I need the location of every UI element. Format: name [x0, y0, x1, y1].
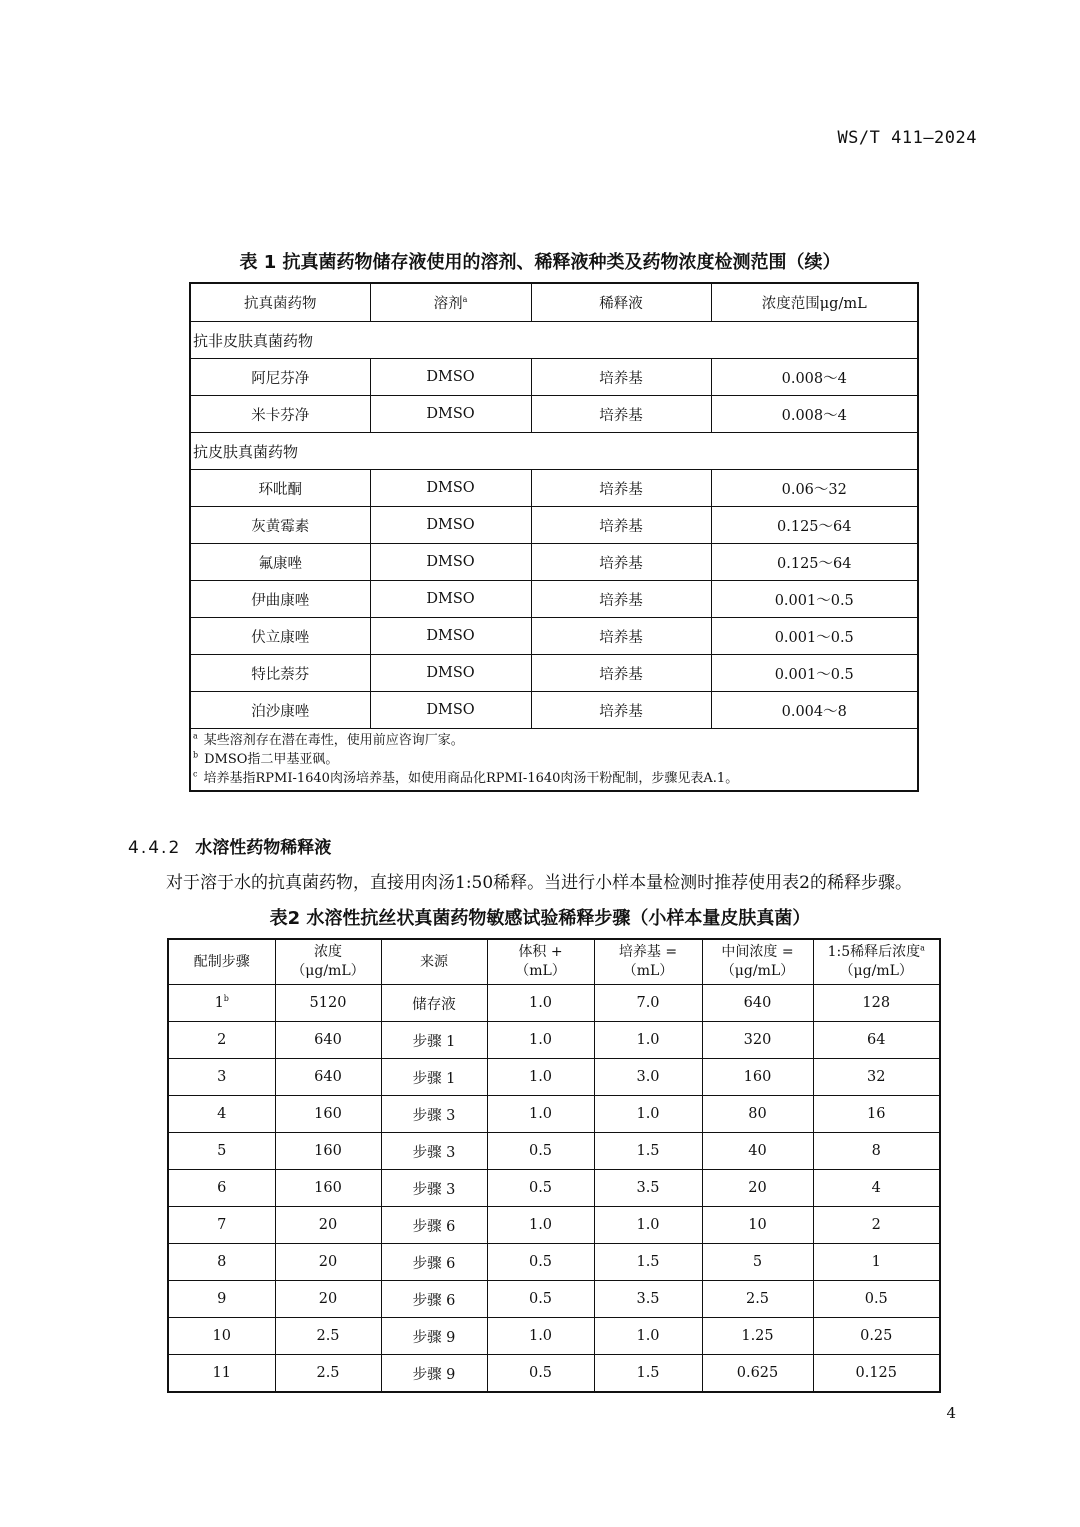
- table2-cell: [702, 1133, 813, 1170]
- table2-cell: [594, 1170, 702, 1207]
- table1-cell: 特比萘芬: [190, 655, 370, 692]
- table2-cell-text: 1.0: [528, 1069, 553, 1085]
- table2-cell-text: 0.5: [864, 1291, 888, 1307]
- table1-cell: 0.125～64: [711, 507, 918, 544]
- header-line2: （mL）: [515, 963, 566, 979]
- table2-cell-text: 1.0: [528, 1106, 553, 1122]
- table2-cell: [168, 1244, 275, 1281]
- table2-cell: [168, 1281, 275, 1318]
- table2-cell-text: 40: [748, 1143, 767, 1159]
- table2-cell: [702, 1170, 813, 1207]
- table2-cell: [487, 1244, 594, 1281]
- table2-cell: [381, 1170, 487, 1207]
- section-paragraph: 对于溶于水的抗真菌药物，直接用肉汤1:50稀释。当进行小样本量检测时推荐使用表2的稀释步骤。: [166, 873, 912, 893]
- table2-cell: [487, 1207, 594, 1244]
- table2-cell: [702, 1244, 813, 1281]
- table1-cell: 0.004～8: [711, 692, 918, 729]
- table2-cell: [813, 1022, 940, 1059]
- table1-row: [190, 692, 918, 729]
- table1-group-label: 抗皮肤真菌药物: [190, 433, 918, 470]
- header-line1: [703, 943, 813, 962]
- table1-cell: DMSO: [370, 396, 531, 433]
- table2-row: [168, 1022, 940, 1059]
- table2-cell-text: 640: [743, 995, 772, 1011]
- table2-cell-text: 320: [743, 1032, 772, 1048]
- table2-cell-text: 步骤 3: [412, 1144, 456, 1161]
- table2-cell: [813, 1355, 940, 1393]
- table1-group-label: 抗非皮肤真菌药物: [190, 322, 918, 359]
- table2-cell: [702, 985, 813, 1022]
- table1-cell: 培养基: [531, 692, 711, 729]
- table2-cell: [813, 1170, 940, 1207]
- table2-header-cell: [702, 939, 813, 985]
- table2-cell-text: 步骤 6: [412, 1218, 456, 1235]
- table1-footnotes: [190, 729, 918, 792]
- table1-cell: 0.001～0.5: [711, 581, 918, 618]
- header-line2: （mL）: [622, 963, 674, 979]
- table2-cell-text: 1.0: [528, 1217, 553, 1233]
- table2-cell-text: 1.0: [636, 1217, 660, 1233]
- header-line2: （μg/mL）: [720, 963, 795, 979]
- table2-cell-text: 9: [217, 1291, 227, 1307]
- table2-cell: [813, 1133, 940, 1170]
- table2-row: [168, 1318, 940, 1355]
- document-code: WS/T 411—2024: [837, 128, 977, 148]
- table2-cell-text: 3.5: [636, 1180, 660, 1196]
- footnote: [193, 731, 915, 750]
- table2-cell-text: 步骤 3: [412, 1107, 456, 1124]
- table2-cell-text: 3: [217, 1069, 227, 1085]
- table2-cell: [594, 1281, 702, 1318]
- table2-cell: [594, 985, 702, 1022]
- header-line1: [382, 953, 487, 972]
- table2-cell-text: 160: [314, 1143, 342, 1159]
- table2-cell: [168, 1096, 275, 1133]
- table2-row: [168, 1096, 940, 1133]
- table1-cell: 培养基: [531, 581, 711, 618]
- table2-cell: [594, 1059, 702, 1096]
- table1-cell: 0.06～32: [711, 470, 918, 507]
- table1-group-row: [190, 322, 918, 359]
- table2-cell-text: 步骤 9: [412, 1329, 456, 1346]
- table2-cell-text: 7: [217, 1217, 227, 1233]
- header-line1: [488, 943, 594, 962]
- table2-cell-text: 1.5: [636, 1365, 660, 1381]
- header-line2: （μg/mL）: [291, 963, 365, 979]
- table2-cell: [813, 1207, 940, 1244]
- table2-cell: [594, 1133, 702, 1170]
- table2-cell-text: 2: [217, 1032, 227, 1048]
- footnote-text: DMSO指二甲基亚砜。: [204, 752, 339, 767]
- table2-cell-text: 640: [314, 1032, 342, 1048]
- table2-cell-text: 5: [217, 1143, 227, 1159]
- table1-cell: 阿尼芬净: [190, 359, 370, 396]
- table2-header-cell: [275, 939, 381, 985]
- table2-cell: [381, 1281, 487, 1318]
- table1-cell: 米卡芬净: [190, 396, 370, 433]
- table2-cell: [381, 1318, 487, 1355]
- table2-cell-text: 160: [743, 1069, 772, 1085]
- header-line1-text: 浓度: [314, 944, 342, 960]
- header-line1-text: 培养基 =: [618, 944, 678, 960]
- table2-cell-text: 20: [318, 1217, 338, 1233]
- table1-col-diluent: 稀释液: [531, 283, 711, 322]
- table2-cell: [594, 1355, 702, 1393]
- table2-cell-text: 1.0: [636, 1328, 660, 1344]
- header-line1-text: 配制步骤: [193, 953, 250, 970]
- table1-row: [190, 359, 918, 396]
- table2-cell-text: 160: [314, 1180, 342, 1196]
- table2-cell: [813, 1281, 940, 1318]
- table2-cell-text: 32: [867, 1069, 886, 1085]
- section-title: 水溶性药物稀释液: [195, 838, 332, 858]
- table2-cell: [381, 1244, 487, 1281]
- table1-row: [190, 507, 918, 544]
- table2-cell-text: 步骤 1: [412, 1033, 456, 1050]
- table2-cell: [275, 1207, 381, 1244]
- header-line1: [276, 943, 381, 962]
- table2-header-cell: [168, 939, 275, 985]
- table1-group-row: [190, 433, 918, 470]
- table2-cell: [702, 1059, 813, 1096]
- table2-row: [168, 1133, 940, 1170]
- table2-header-cell: [487, 939, 594, 985]
- table2-caption: 表2 水溶性抗丝状真菌药物敏感试验稀释步骤（小样本量皮肤真菌）: [269, 908, 811, 929]
- header-line1: [814, 943, 940, 962]
- header-line2: （μg/mL）: [839, 963, 913, 979]
- table2-cell: [275, 1096, 381, 1133]
- table1-cell: DMSO: [370, 655, 531, 692]
- table2-header-row: [168, 939, 940, 985]
- table2-cell: [275, 1244, 381, 1281]
- table2-cell: [381, 1059, 487, 1096]
- table2-header-cell: [813, 939, 940, 985]
- table1-cell: DMSO: [370, 470, 531, 507]
- table1-row: [190, 396, 918, 433]
- table2-cell-text: 0.125: [855, 1365, 897, 1381]
- footnote: [193, 750, 915, 769]
- table2-cell: [813, 985, 940, 1022]
- table1-notes-row: [190, 729, 918, 792]
- table1-col-solvent: 溶剂$^a$: [370, 283, 531, 322]
- table2-cell-text: 储存液: [412, 996, 456, 1013]
- footnote-text: 培养基指RPMI-1640肉汤培养基，如使用商品化RPMI-1640肉汤干粉配制，步骤见表A.1。: [203, 771, 739, 786]
- table2-cell: [168, 1207, 275, 1244]
- table2-cell-text: 20: [318, 1254, 338, 1270]
- table2-cell-text: 3.5: [636, 1291, 660, 1307]
- table1-col-drug: 抗真菌药物: [190, 283, 370, 322]
- table1-cell: DMSO: [370, 618, 531, 655]
- table2-cell-text: 8: [217, 1254, 227, 1270]
- table2-cell-text: 1.0: [636, 1106, 660, 1122]
- table1-row: [190, 470, 918, 507]
- table2-cell: [702, 1096, 813, 1133]
- table2-cell: [702, 1355, 813, 1393]
- table2-cell: [487, 985, 594, 1022]
- table1-cell: 培养基: [531, 359, 711, 396]
- table1-cell: 培养基: [531, 507, 711, 544]
- table1-caption: 表 1 抗真菌药物储存液使用的溶剂、稀释液种类及药物浓度检测范围（续）: [239, 252, 841, 273]
- table2-cell-text: 10: [748, 1217, 767, 1233]
- footnote-text: 某些溶剂存在潜在毒性，使用前应咨询厂家。: [203, 733, 464, 748]
- table2-cell: [168, 1022, 275, 1059]
- table2-cell-text: 20: [318, 1291, 338, 1307]
- table2-cell-text: 0.5: [528, 1180, 553, 1196]
- table2-cell: [381, 1133, 487, 1170]
- table1-row: [190, 618, 918, 655]
- table2-cell: [702, 1207, 813, 1244]
- table2-cell-text: 步骤 1: [412, 1070, 456, 1087]
- table1-col-range: 浓度范围μg/mL: [711, 283, 918, 322]
- step-footnote-mark: b: [223, 994, 229, 1004]
- table2-cell: [381, 1355, 487, 1393]
- table2-cell: [275, 1281, 381, 1318]
- table2-cell: [381, 1207, 487, 1244]
- table2-cell-text: 0.5: [528, 1365, 553, 1381]
- table2-header-cell: [381, 939, 487, 985]
- table2-cell-text: 11: [212, 1365, 231, 1381]
- table1-cell: 0.001～0.5: [711, 655, 918, 692]
- table2-cell: [487, 1170, 594, 1207]
- table2-cell-text: 7.0: [636, 995, 660, 1011]
- table2-cell-text: 步骤 6: [412, 1292, 456, 1309]
- table2-cell-text: 16: [867, 1106, 886, 1122]
- table2-cell: [594, 1096, 702, 1133]
- section-number: 4.4.2: [128, 838, 182, 858]
- table2-cell: [813, 1318, 940, 1355]
- table1-cell: 0.008～4: [711, 396, 918, 433]
- table1-cell: 培养基: [531, 470, 711, 507]
- table2-row: [168, 985, 940, 1022]
- table2-cell-text: 64: [867, 1032, 886, 1048]
- footnote-mark: b: [193, 750, 199, 760]
- table2-row: [168, 1059, 940, 1096]
- table2-cell-text: 20: [748, 1180, 767, 1196]
- page-number: 4: [946, 1404, 956, 1422]
- table2-cell: [275, 1059, 381, 1096]
- table1-cell: DMSO: [370, 544, 531, 581]
- table2-cell-text: 2: [871, 1217, 881, 1233]
- table2-cell: [487, 1022, 594, 1059]
- table2-cell: [168, 1355, 275, 1393]
- table2-cell: [275, 985, 381, 1022]
- table2-cell-text: 0.25: [860, 1328, 893, 1344]
- table2-cell: [702, 1281, 813, 1318]
- table2-cell: [594, 1318, 702, 1355]
- table2-cell-text: 0.5: [528, 1291, 553, 1307]
- table2-cell-text: 1: [871, 1254, 881, 1270]
- table2-cell: [168, 1318, 275, 1355]
- table2-cell-text: 0.5: [528, 1143, 553, 1159]
- table2-cell: [487, 1355, 594, 1393]
- table2-header-cell: [594, 939, 702, 985]
- table2-cell-text: 2.5: [316, 1328, 340, 1344]
- table2-cell-text: 步骤 6: [412, 1255, 456, 1272]
- table2-cell: [275, 1133, 381, 1170]
- table1-cell: 0.125～64: [711, 544, 918, 581]
- table2-cell-text: 640: [314, 1069, 342, 1085]
- table2-cell: [813, 1244, 940, 1281]
- table2-cell-text: 2.5: [316, 1365, 340, 1381]
- table1-cell: 0.001～0.5: [711, 618, 918, 655]
- table2-cell-text: 4: [871, 1180, 881, 1196]
- table1-cell: 环吡酮: [190, 470, 370, 507]
- table1-cell: 培养基: [531, 618, 711, 655]
- table2-row: [168, 1281, 940, 1318]
- table2-cell-text: 1.0: [528, 1328, 553, 1344]
- table2-cell: [702, 1318, 813, 1355]
- table1-cell: 灰黄霉素: [190, 507, 370, 544]
- header-line1-text: 中间浓度 =: [721, 944, 794, 960]
- table1-row: [190, 581, 918, 618]
- table2-cell-text: 2.5: [745, 1291, 770, 1307]
- table2-cell-text: 0.625: [736, 1365, 779, 1381]
- table1-cell: 伊曲康唑: [190, 581, 370, 618]
- table2-cell: [275, 1170, 381, 1207]
- table2-cell: [168, 985, 275, 1022]
- table2-cell: [168, 1133, 275, 1170]
- solvent-footnote-mark: a: [462, 295, 468, 305]
- table2: [167, 938, 941, 1393]
- table2-cell-text: 160: [314, 1106, 342, 1122]
- table2-cell: [594, 1244, 702, 1281]
- table2-cell-text: 128: [862, 995, 891, 1011]
- table2-cell-text: 1.5: [636, 1254, 660, 1270]
- table2-cell: [487, 1133, 594, 1170]
- table1-row: [190, 655, 918, 692]
- table2-cell: [813, 1096, 940, 1133]
- table2-cell-text: 1.5: [636, 1143, 660, 1159]
- table1-cell: 培养基: [531, 655, 711, 692]
- header-line1-text: 来源: [420, 953, 448, 970]
- table2-cell: [381, 1096, 487, 1133]
- table2-cell: [487, 1281, 594, 1318]
- table2-cell: [275, 1022, 381, 1059]
- table2-row: [168, 1170, 940, 1207]
- table1-header-row: [190, 283, 918, 322]
- table2-cell-text: 1.0: [636, 1032, 660, 1048]
- table2-cell: [381, 985, 487, 1022]
- table2-cell: [702, 1022, 813, 1059]
- table2-cell: [168, 1170, 275, 1207]
- footnote-mark: c: [193, 769, 198, 779]
- table2-cell-text: 80: [748, 1106, 767, 1122]
- table2-cell-text: 6: [217, 1180, 227, 1196]
- table2-cell-text: 5120: [309, 995, 347, 1011]
- table2-cell-text: 4: [217, 1106, 227, 1122]
- table2-cell-text: 步骤 3: [412, 1181, 456, 1198]
- section-heading: [128, 833, 331, 858]
- table2-cell-text: 1.25: [741, 1328, 774, 1344]
- table1-cell: DMSO: [370, 692, 531, 729]
- table2-cell-text: 8: [871, 1143, 881, 1159]
- table2-cell: [275, 1355, 381, 1393]
- table2-row: [168, 1207, 940, 1244]
- table2-row: [168, 1355, 940, 1393]
- table2-row: [168, 1244, 940, 1281]
- table2-cell-text: 3.0: [636, 1069, 660, 1085]
- table1-row: [190, 544, 918, 581]
- footnote-mark: a: [193, 731, 198, 741]
- header-line1: [595, 943, 702, 962]
- header-line1-text: 体积 +: [518, 944, 563, 960]
- table1-cell: DMSO: [370, 359, 531, 396]
- table2-cell: [594, 1022, 702, 1059]
- table1-cell: 氟康唑: [190, 544, 370, 581]
- table2-cell: [381, 1022, 487, 1059]
- table2-cell-text: 1.0: [528, 995, 553, 1011]
- table1-cell: DMSO: [370, 581, 531, 618]
- table2-cell-text: 1: [214, 995, 224, 1011]
- table1: [189, 282, 919, 792]
- table2-cell: [487, 1096, 594, 1133]
- table1-cell: 泊沙康唑: [190, 692, 370, 729]
- table2-cell: [487, 1318, 594, 1355]
- table2-cell: [168, 1059, 275, 1096]
- header-footnote-mark: a: [920, 943, 925, 953]
- footnote: [193, 769, 915, 788]
- table1-cell: 伏立康唑: [190, 618, 370, 655]
- header-line1-text: 1:5稀释后浓度: [827, 944, 921, 960]
- table2-cell: [813, 1059, 940, 1096]
- table2-cell-text: 10: [212, 1328, 231, 1344]
- table1-cell: 培养基: [531, 544, 711, 581]
- table2-cell-text: 步骤 9: [412, 1366, 456, 1383]
- table2-cell-text: 0.5: [528, 1254, 553, 1270]
- header-line1: [169, 953, 275, 972]
- table2-cell-text: 5: [752, 1254, 763, 1270]
- table1-cell: 0.008～4: [711, 359, 918, 396]
- table2-cell: [275, 1318, 381, 1355]
- table1-cell: 培养基: [531, 396, 711, 433]
- table1-cell: DMSO: [370, 507, 531, 544]
- table2-cell: [594, 1207, 702, 1244]
- table2-cell: [487, 1059, 594, 1096]
- table2-cell-text: 1.0: [528, 1032, 553, 1048]
